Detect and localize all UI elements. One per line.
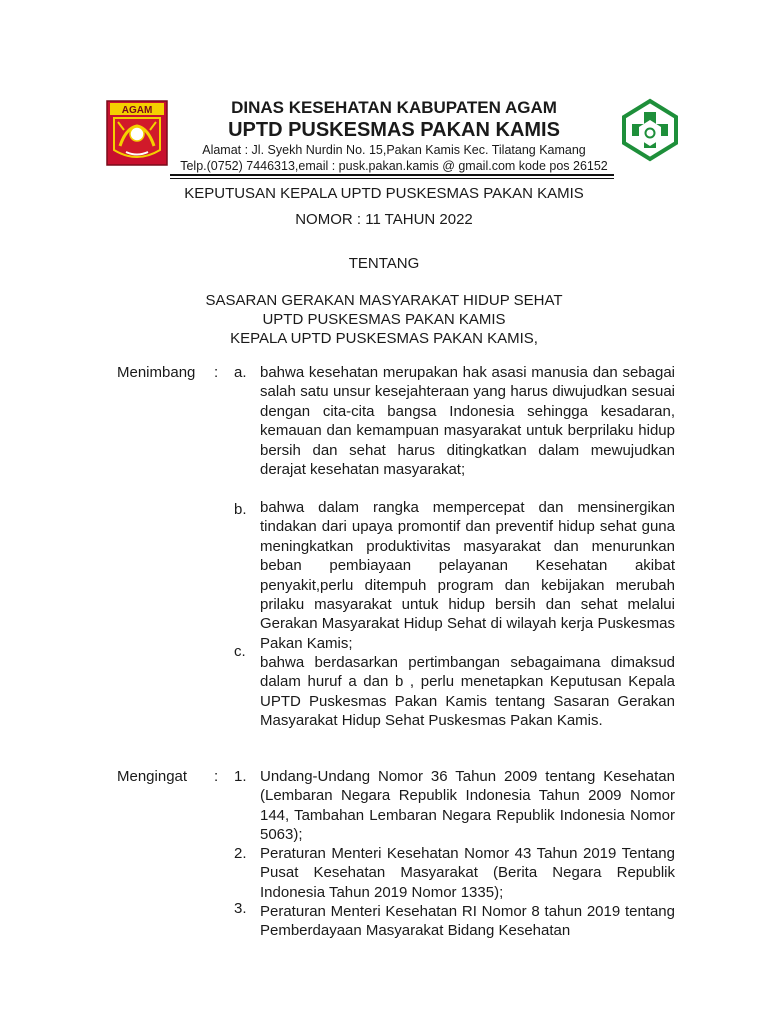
institution-contact: Telp.(0752) 7446313,email : pusk.pakan.kamis @ gmail.com kode pos 26152 <box>180 159 608 173</box>
mengingat-item: Peraturan Menteri Kesehatan RI Nomor 8 tahun 2019 tentang Pemberdayaan Masyarakat Bidang Kesehatan <box>260 903 675 940</box>
menimbang-colon: : <box>214 364 219 381</box>
mengingat-mark: 3. <box>234 900 247 917</box>
menimbang-item: bahwa berdasarkan pertimbangan sebagaimana dimaksud dalam huruf a dan b , perlu menetapkan Keputusan Kepala UPTD Puskesmas Pakan Kamis tentang Sasaran Gerakan Masyarakat Hidup Sehat Puskesmas Pakan Kamis. <box>260 654 675 730</box>
mengingat-label: Mengingat <box>117 768 188 785</box>
agam-regency-logo <box>106 100 168 166</box>
issuer-line: KEPALA UPTD PUSKESMAS PAKAN KAMIS, <box>230 330 538 347</box>
subject-line-2: UPTD PUSKESMAS PAKAN KAMIS <box>262 311 506 328</box>
mengingat-item: Peraturan Menteri Kesehatan Nomor 43 Tahun 2019 Tentang Pusat Kesehatan Masyarakat (Berita Negara Republik Indonesia Tahun 2019 Nomor 1335); <box>260 845 675 901</box>
menimbang-item: bahwa kesehatan merupakan hak asasi manusia dan sebagai salah satu unsur kesejahteraan yang harus diwujudkan sesuai dengan cita-cita bangsa Indonesia sehingga kesadaran, kemauan dan kemampuan masyarakat untuk berprilaku hidup bersih dan sehat harus ditingkatkan dalam mewujudkan derajat kesehatan masyarakat; <box>260 364 675 479</box>
menimbang-mark: b. <box>234 501 247 518</box>
letterhead-rule-thin <box>170 178 614 179</box>
menimbang-mark: a. <box>234 364 247 381</box>
logo-left-label: AGAM <box>121 105 153 116</box>
decree-number: NOMOR : 11 TAHUN 2022 <box>295 211 473 228</box>
menimbang-mark: c. <box>234 643 246 660</box>
mengingat-mark: 2. <box>234 845 247 862</box>
letterhead-text <box>164 96 624 174</box>
letterhead <box>104 96 684 176</box>
letterhead-rule-thick <box>170 174 614 176</box>
agency-name: DINAS KESEHATAN KABUPATEN AGAM <box>231 98 557 117</box>
institution-name: UPTD PUSKESMAS PAKAN KAMIS <box>228 119 560 141</box>
mengingat-colon: : <box>214 768 219 785</box>
mengingat-item: Undang-Undang Nomor 36 Tahun 2009 tentang Kesehatan (Lembaran Negara Republik Indonesia Tahun 2009 Nomor 144, Tambahan Lembaran Negara Republik Indonesia Nomor 5063); <box>260 768 675 844</box>
puskesmas-green-cross-icon <box>620 98 680 162</box>
mengingat-mark: 1. <box>234 768 247 785</box>
menimbang-label: Menimbang <box>117 364 196 381</box>
about-heading: TENTANG <box>348 255 420 272</box>
decree-title: KEPUTUSAN KEPALA UPTD PUSKESMAS PAKAN KAMIS <box>184 185 584 202</box>
institution-address: Alamat : Jl. Syekh Nurdin No. 15,Pakan Kamis Kec. Tilatang Kamang <box>202 143 586 157</box>
subject-line-1: SASARAN GERAKAN MASYARAKAT HIDUP SEHAT <box>205 292 563 309</box>
menimbang-item: bahwa dalam rangka mempercepat dan mensinergikan tindakan dari upaya promontif dan preventif hidup sehat guna meningkatkan produktivitas masyarakat dan menurunkan beban pembiayaan pelayanan Kesehatan akibat penyakit,perlu ditempuh program dan kebijakan merubah prilaku masyarakat untuk hidup bersih dan sehat melalui Gerakan Masyarakat Hidup Sehat di wilayah kerja Puskesmas Pakan Kamis; <box>260 499 675 652</box>
